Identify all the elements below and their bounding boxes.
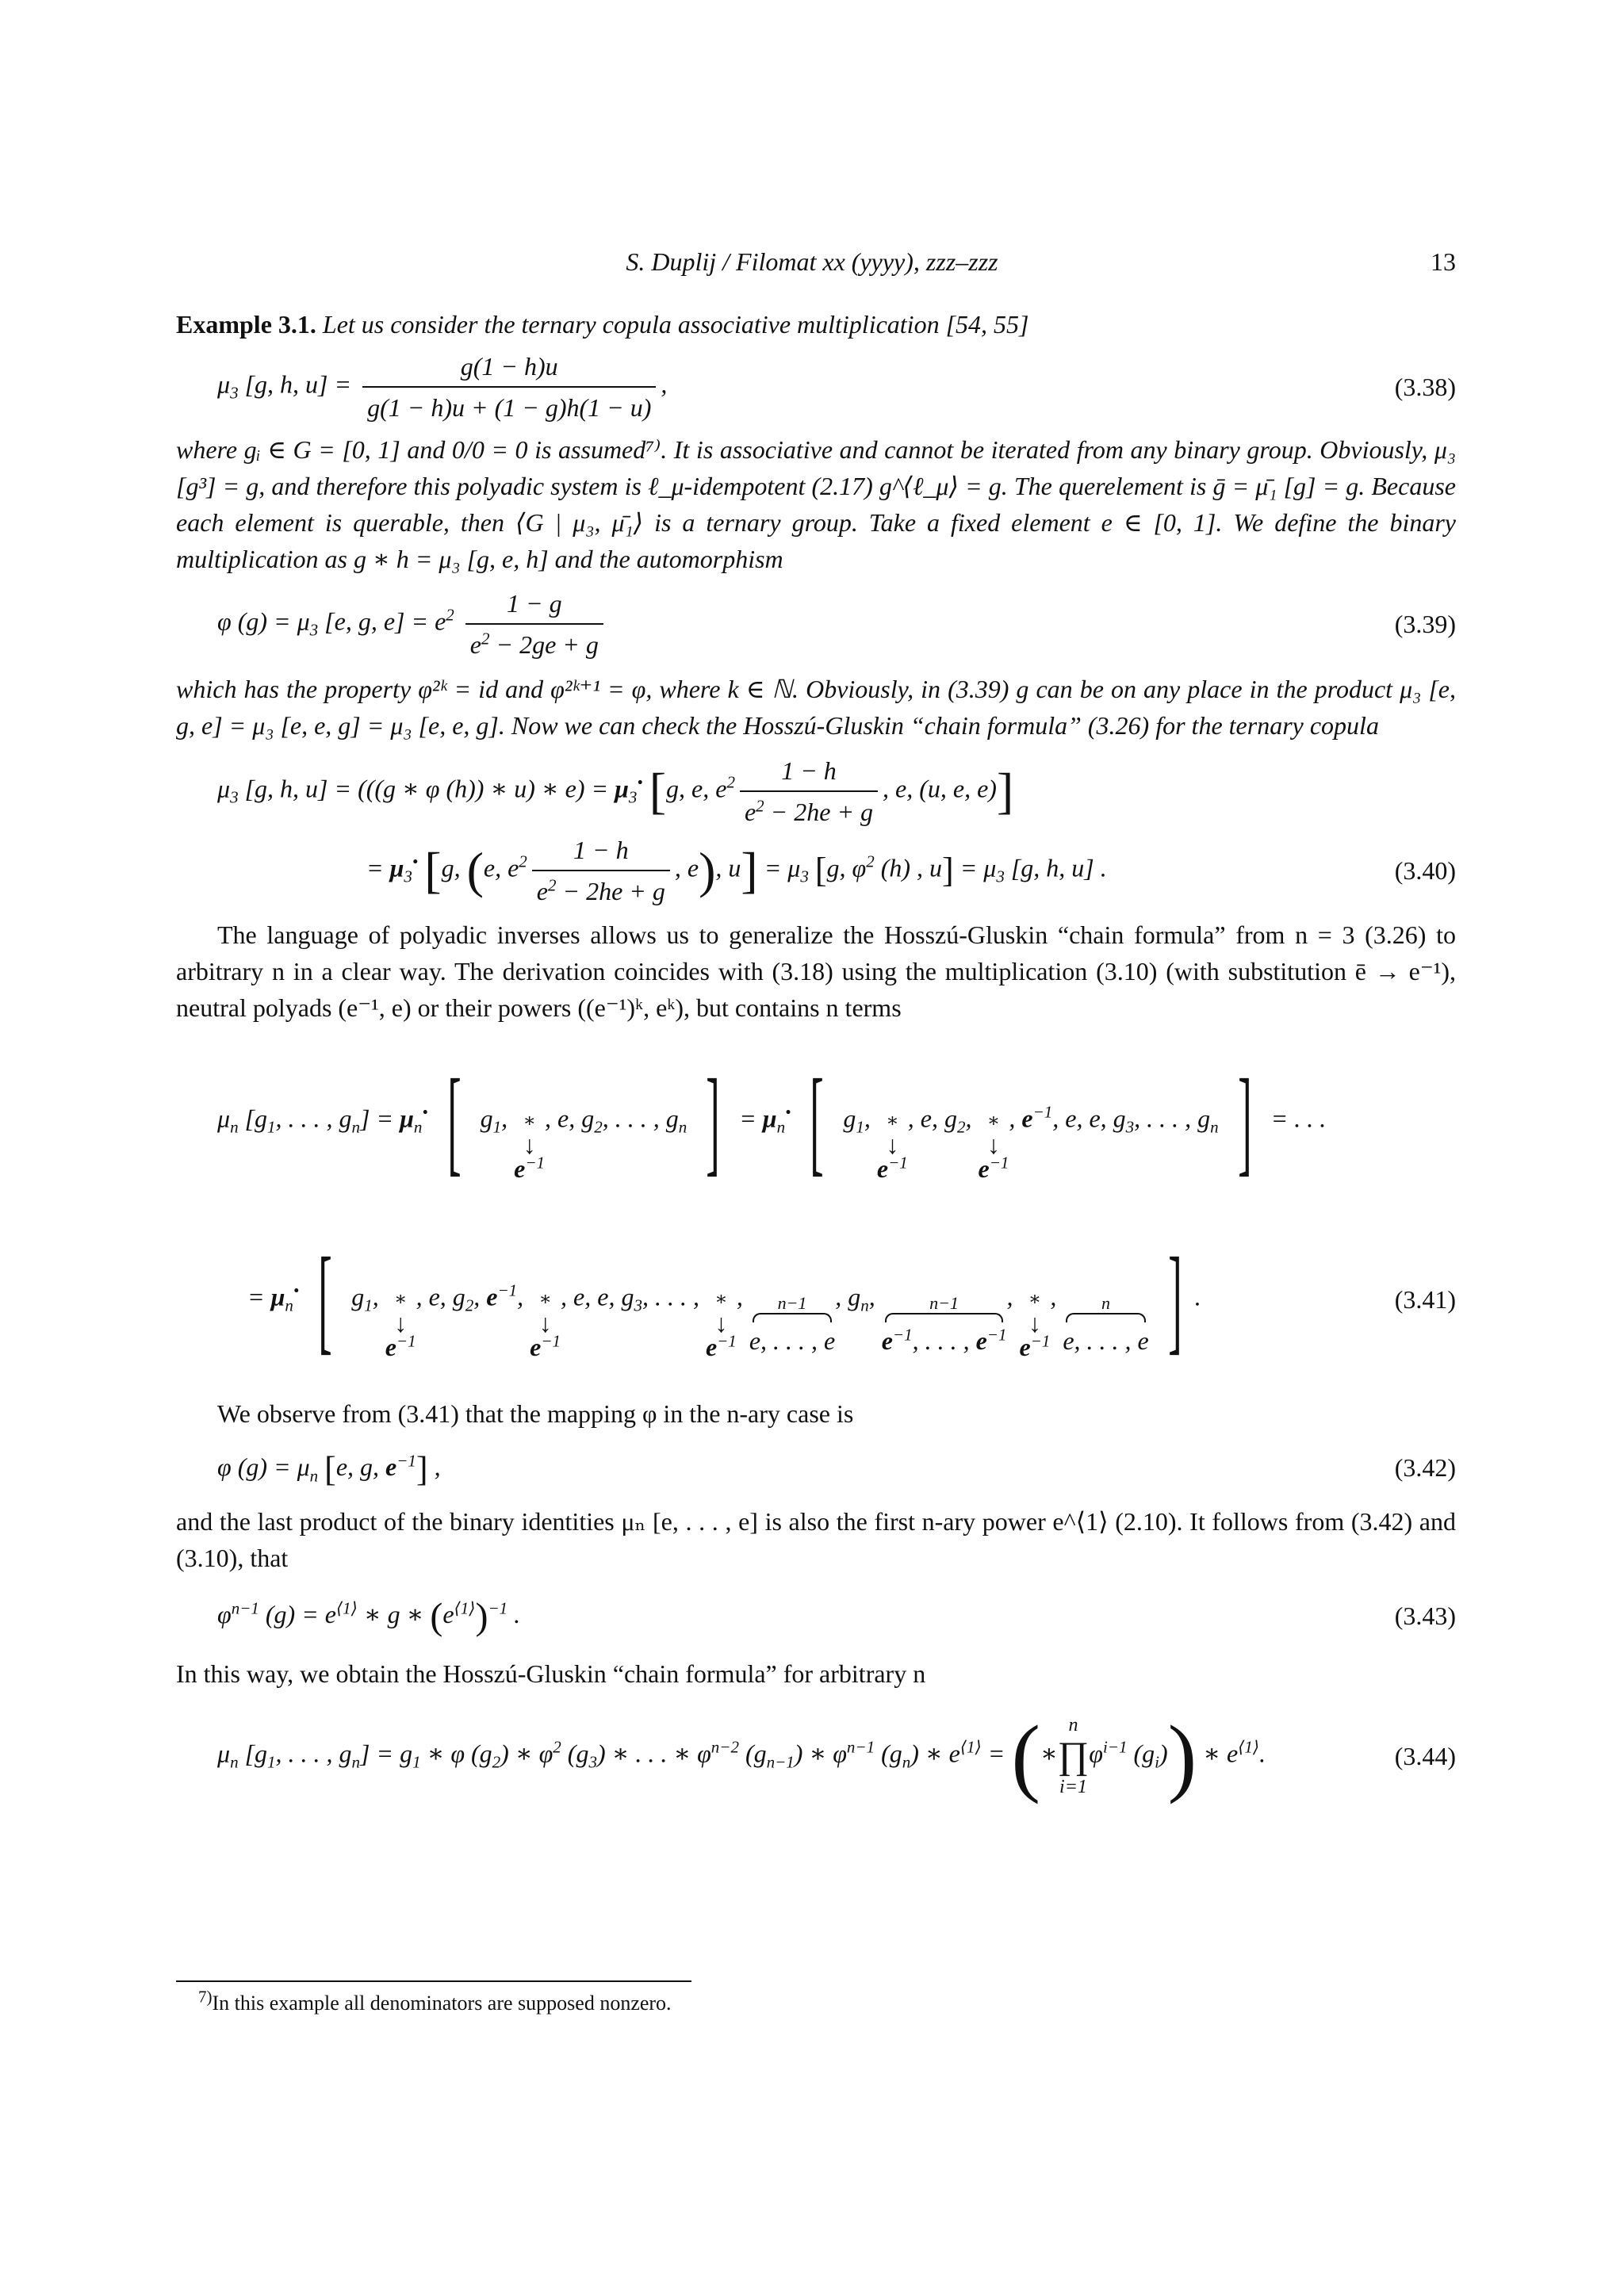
- equation-3-40-line2: = $\mu_3^•$ [g, (e, $e^2$ $\frac{1 - h}{e^2 - 2he + g}$ , e), $u] = \mu_3$ [g, $\varphi^2$ (h) , $u] = \mu_3$ [g, h, u] . (3.40): [176, 831, 1456, 910]
- paragraph: and the last product of the binary identities μₙ [e, . . . , e] is also the first n-ary power e^⟨1⟩ (2.10). It follows from (3.42) and (3.10), that: [176, 1507, 1456, 1572]
- footnote: [198, 1987, 672, 2015]
- paragraph: In this way, we obtain the Hosszú-Gluskin “chain formula” for arbitrary n: [176, 1659, 926, 1688]
- paragraph: We observe from (3.41) that the mapping φ in the n-ary case is: [217, 1399, 854, 1428]
- example-intro: [176, 306, 1456, 342]
- equation-3-44: $\mu_n$ [$g_1$, . . . , $g_n] = g_1$ ∗ φ $(g_2)$ ∗ $\varphi^2$ $(g_3)$ ∗ . . . ∗ $\varphi^{n-2}$ $(g_{n-1})$ ∗ $\varphi^{n-1}$ $(g_n)$ ∗ $e^{⟨1⟩}$ = (∗ n ∏ i=1 $\varphi^{i-1}$ $(g_i)$) ∗ $e^{⟨1⟩}$. (3.44): [217, 1708, 1456, 1804]
- paragraph: The language of polyadic inverses allows us to generalize the Hosszú-Gluskin “chain formula” from n = 3 (3.26) to arbitrary n in a clear way. The derivation coincides with (3.18) using the multiplication (3.10) (with substitution ē → e⁻¹), neutral polyads (e⁻¹, e) or their powers ((e⁻¹)ᵏ, eᵏ), but contains n terms: [176, 920, 1456, 1022]
- equation-number: (3.42): [1394, 1453, 1456, 1482]
- equation-number: (3.44): [1394, 1742, 1456, 1770]
- equation-3-38: $\mu_3$ [g, h, u] = $\frac{g(1 - h)u}{g(1 - h)u + (1 - g)h(1 - u)}$ , (3.38): [176, 347, 1456, 427]
- equation-number: (3.38): [1394, 373, 1456, 401]
- equation-3-41-line1: $\mu_n$ [$g_1$, . . . , $g_n] = \mu_n^•$ [ $g_1$, ∗ ↓ $e^{-1}$ , e, $g_2$, . . . , $g_n$ ] = $\mu_n^•$ [ $g_1$, ∗ ↓ $e^{-1}$ , e, $g_2$, ∗ ↓ $e^{-1}$ , $e^{-1}$, e, e, $g_3$, . . . , $g_n$ ] = . . .: [217, 1055, 1327, 1187]
- equation-3-43: $\varphi^{n-1}$ $(g) = e^{⟨1⟩}$ ∗ g ∗ $(e^{⟨1⟩})^{-1}$ . (3.43): [217, 1595, 1456, 1638]
- equation-number: (3.43): [1394, 1601, 1456, 1630]
- equation-3-42: φ $(g) = \mu_n$ [e, g, $e^{-1}$] , (3.42): [217, 1449, 1456, 1489]
- footnote-text: In this example all denominators are supposed nonzero.: [212, 1992, 672, 2015]
- equation-3-40-line1: $\mu_3$ [g, h, u] = (((g ∗ φ (h)) ∗ u) ∗ $e) = \mu_3^•$ [g, e, $e^2$ $\frac{1 - h}{e^2 - 2he + g}$ , e, (u, e, e)]: [176, 752, 1456, 831]
- equation-number: (3.41): [1394, 1285, 1456, 1314]
- example-label: Example 3.1.: [176, 310, 316, 339]
- example-intro-text: Let us consider the ternary copula associative multiplication [54, 55]: [322, 310, 1029, 339]
- equation-3-41-line2: = $\mu_n^•$ [ $g_1$, ∗ ↓ $e^{-1}$ , e, $g_2$, $e^{-1}$, ∗ ↓ $e^{-1}$ , e, e, $g_3$, . . . , ∗ ↓ $e^{-1}$ , n−1 e, . . . , e , $g_n$, n−1 $e^{-1}$, . . . , $e^{-1}$ , ∗ ↓ $e^{-1}$ , n e, . . . , e ] . (3.41): [247, 1234, 1456, 1365]
- footnote-marker: 7): [198, 1987, 213, 2007]
- footnote-rule: [176, 1980, 691, 1982]
- running-title: S. Duplij / Filomat xx (yyyy), zzz–zzz: [626, 247, 998, 276]
- paragraph: which has the property φ²ᵏ = id and φ²ᵏ⁺¹ = φ, where k ∈ ℕ. Obviously, in (3.39) g can be on any place in the product μ₃ [e, g, e] = μ₃ [e, e, g] = μ₃ [e, e, g]. Now we can check the Hosszú-Gluskin “chain formula” (3.26) for the ternary copula: [176, 675, 1456, 740]
- paragraph: where gᵢ ∈ G = [0, 1] and 0/0 = 0 is assumed⁷⁾. It is associative and cannot be iterated from any binary group. Obviously, μ₃ [g³] = g, and therefore this polyadic system is ℓ_μ-idempotent (2.17) g^⟨ℓ_μ⟩ = g. The querelement is ḡ = μ̄₁ [g] = g. Because each element is querable, then ⟨G | μ₃, μ̄₁⟩ is a ternary group. Take a fixed element e ∈ [0, 1]. We define the binary multiplication as g ∗ h = μ₃ [g, e, h] and the automorphism: [176, 435, 1456, 573]
- equation-number: (3.40): [1394, 856, 1456, 885]
- equation-3-39: φ $(g) = \mu_3$ [e, g, $e] = e^2$ $\frac{1 - g}{e^2 - 2ge + g}$ (3.39): [176, 580, 1456, 668]
- equation-number: (3.39): [1394, 610, 1456, 638]
- page-body: [176, 306, 1456, 1816]
- page-number: 13: [1431, 247, 1456, 276]
